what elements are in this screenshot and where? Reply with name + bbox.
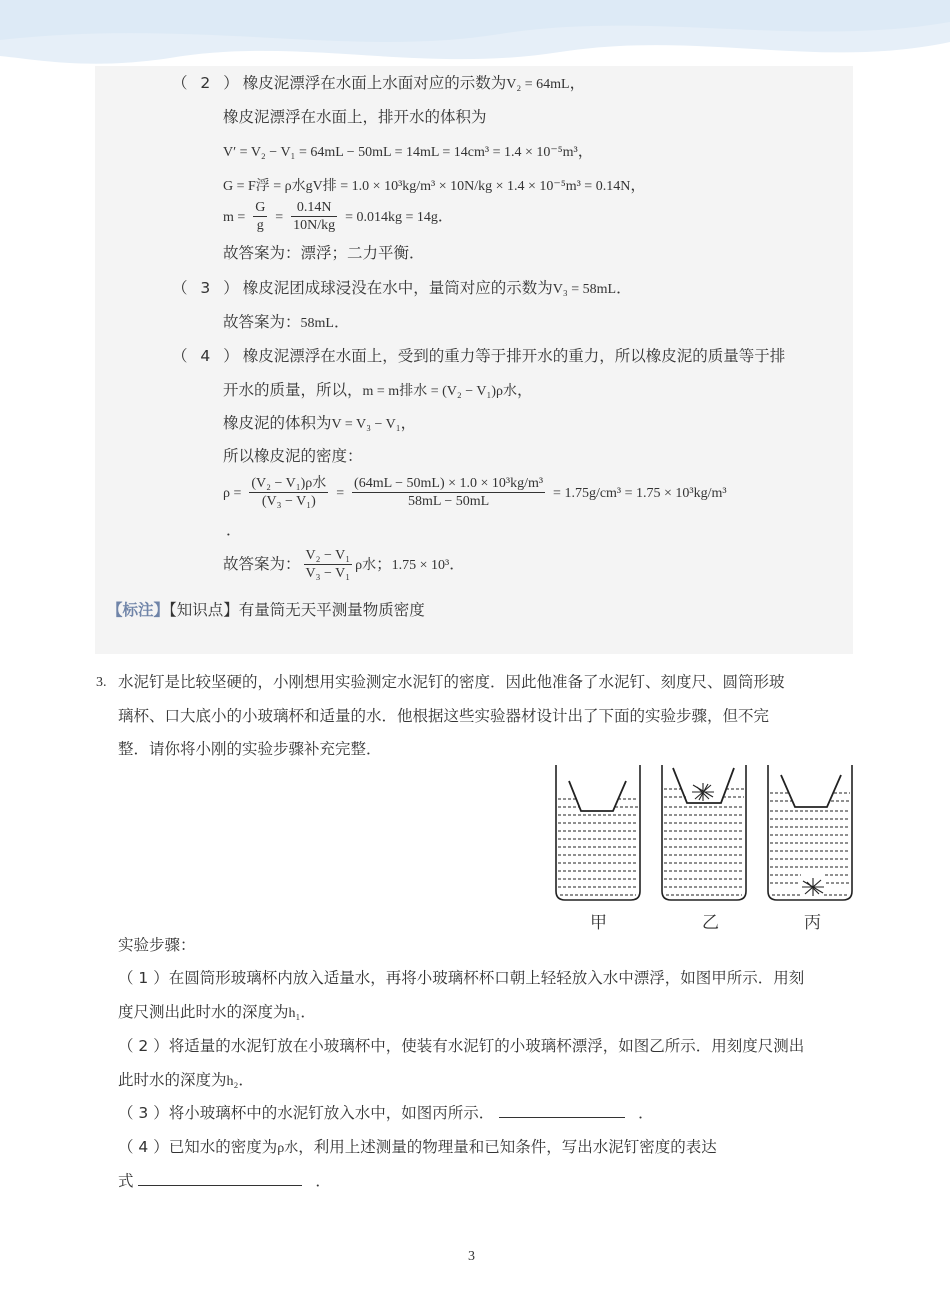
answer-part-4-line-1 — [172, 346, 785, 366]
denominator: V₃ − V₁ — [305, 566, 351, 581]
punct: ． — [333, 313, 350, 331]
text: ，利用上述测量的物理量和已知条件，写出水泥钉密度的表达 — [298, 1138, 717, 1156]
punct: ． — [437, 207, 454, 225]
math: h₂ — [226, 1074, 239, 1089]
answer-blank-step-3[interactable] — [499, 1103, 625, 1118]
numerator: G — [255, 200, 266, 215]
math: 58mL — [300, 316, 334, 331]
math: ρ水 — [355, 558, 377, 573]
math: = 1.75g/cm³ = 1.75 × 10³kg/m³ — [553, 486, 727, 501]
math: = — [275, 210, 284, 225]
step-3 — [118, 1103, 654, 1123]
numerator: (64mL − 50mL) × 1.0 × 10³kg/m³ — [354, 476, 544, 491]
answer-part-4-period: ． — [226, 521, 242, 539]
punct: ； — [376, 555, 392, 573]
punct: ， — [517, 381, 533, 399]
part-label: （ 3 ） — [172, 279, 243, 297]
punct: ， — [577, 142, 594, 160]
text: 橡皮泥漂浮在水面上，受到的重力等于排开水的重力，所以橡皮泥的质量等于排 — [242, 347, 786, 365]
nails-icon — [802, 878, 824, 896]
math: m = — [223, 210, 246, 225]
answer-part-4-line-2 — [223, 380, 533, 402]
part-label: （ 4 ） — [172, 347, 243, 365]
step-4-line-1 — [118, 1137, 717, 1159]
punct: ， — [569, 74, 586, 92]
answer-part-2-line-2: 橡皮泥漂浮在水面上，排开水的体积为 — [223, 108, 487, 126]
beaker-yi — [662, 765, 746, 900]
step-4-line-2 — [118, 1171, 331, 1191]
punct: ． — [449, 555, 465, 573]
answer-part-4-line-3 — [223, 413, 416, 435]
step-2-line-1: （ 2 ）将适量的水泥钉放在小玻璃杯中，使装有水泥钉的小玻璃杯漂浮，如图乙所示．用刻度尺测出 — [118, 1037, 805, 1055]
page-number: 3 — [468, 1249, 475, 1264]
text: 橡皮泥漂浮在水面上水面对应的示数为 — [242, 74, 507, 92]
question-line-3: 整．请你将小刚的实验步骤补充完整． — [118, 740, 382, 758]
punct: ． — [638, 1104, 654, 1122]
denominator: 10N/kg — [293, 218, 336, 233]
math: = — [336, 486, 345, 501]
fraction — [352, 475, 545, 510]
text: 橡皮泥的体积为 — [223, 414, 332, 432]
answer-part-4-density-equation — [223, 474, 727, 512]
step-2-line-2 — [118, 1070, 254, 1092]
text: 橡皮泥团成球浸没在水中，量筒对应的示数为 — [242, 279, 553, 297]
denominator: g — [256, 218, 264, 233]
header-wave-decoration — [0, 0, 950, 70]
punct: ， — [630, 176, 646, 194]
numerator: V₂ − V₁ — [305, 548, 351, 563]
steps-heading: 实验步骤： — [118, 936, 196, 954]
tag-label: 【标注】 — [107, 601, 170, 619]
text: （ 3 ）将小玻璃杯中的水泥钉放入水中，如图丙所示． — [118, 1104, 495, 1122]
text: 故答案为： — [223, 313, 301, 331]
answer-part-4-line-4: 所以橡皮泥的密度： — [223, 447, 363, 465]
figure-label-yi: 乙 — [702, 913, 719, 933]
question-line-1: 水泥钉是比较坚硬的，小刚想用实验测定水泥钉的密度．因此他准备了水泥钉、刻度尺、圆筒形玻 — [118, 673, 785, 691]
answer-part-4-final — [223, 546, 465, 584]
numerator: (V₂ − V₁)ρ水 — [251, 476, 327, 491]
tag-text: 【知识点】有量筒无天平测量物质密度 — [169, 601, 425, 619]
punct: ． — [238, 1071, 254, 1089]
math: ρ水 — [277, 1141, 299, 1156]
figure-label-jia: 甲 — [590, 913, 607, 933]
step-1-line-2 — [118, 1002, 316, 1024]
answer-part-2-weight-equation — [223, 175, 646, 197]
math: m = m排水 = (V₂ − V₁)ρ水 — [362, 384, 518, 399]
math: = 0.014kg = 14g — [345, 210, 438, 225]
part-label: （ 2 ） — [172, 74, 243, 92]
punct: ． — [300, 1003, 316, 1021]
fraction — [253, 199, 267, 234]
punct: ， — [400, 414, 417, 432]
math: G = F浮 = ρ水gV排 = 1.0 × 10³kg/m³ × 10N/kg × 1.4 × 10⁻⁵m³ = 0.14N — [223, 179, 631, 194]
answer-part-2-volume-equation — [223, 141, 593, 163]
text: 此时水的深度为 — [118, 1071, 227, 1089]
fraction — [249, 475, 328, 510]
answer-part-2-final: 故答案为：漂浮；二力平衡． — [223, 244, 425, 262]
math: V₂ = 64mL — [506, 77, 570, 92]
punct: ． — [315, 1172, 331, 1190]
answer-part-2-line-1 — [172, 73, 585, 95]
answer-blank-step-4[interactable] — [138, 1171, 302, 1186]
text: 开水的质量，所以， — [223, 381, 363, 399]
numerator: 0.14N — [291, 199, 337, 217]
text: （ 4 ）已知水的密度为 — [118, 1138, 278, 1156]
denominator: (V₃ − V₁) — [261, 494, 316, 509]
step-1-line-1: （ 1 ）在圆筒形玻璃杯内放入适量水，再将小玻璃杯杯口朝上轻轻放入水中漂浮，如图甲所示．用刻 — [118, 969, 805, 987]
beaker-bing — [768, 765, 852, 900]
knowledge-tag — [107, 600, 425, 620]
math: V₃ = 58mL — [552, 282, 617, 297]
text: 式 — [118, 1172, 134, 1190]
answer-part-3-line-1 — [172, 278, 632, 300]
text: 度尺测出此时水的深度为 — [118, 1003, 289, 1021]
answer-part-3-final — [223, 312, 349, 334]
fraction — [291, 199, 337, 234]
answer-part-2-mass-equation — [223, 198, 453, 236]
math: V = V₃ − V₁ — [331, 417, 401, 432]
math: V′ = V₂ − V₁ = 64mL − 50mL = 14mL = 14cm³ = 1.4 × 10⁻⁵m³ — [223, 145, 578, 160]
question-number: 3. — [96, 675, 107, 690]
math: h₁ — [288, 1006, 301, 1021]
denominator: 58mL − 50mL — [407, 494, 490, 509]
nails-icon — [692, 783, 714, 801]
text: 故答案为： — [223, 555, 301, 573]
punct: ． — [616, 279, 632, 297]
fraction — [304, 547, 353, 582]
math: ρ = — [223, 486, 242, 501]
beaker-jia — [556, 765, 640, 900]
figure-label-bing: 丙 — [804, 913, 821, 933]
question-line-2: 璃杯、口大底小的小玻璃杯和适量的水．他根据这些实验器材设计出了下面的实验步骤，但不完 — [118, 707, 770, 725]
math: 1.75 × 10³ — [391, 558, 450, 573]
